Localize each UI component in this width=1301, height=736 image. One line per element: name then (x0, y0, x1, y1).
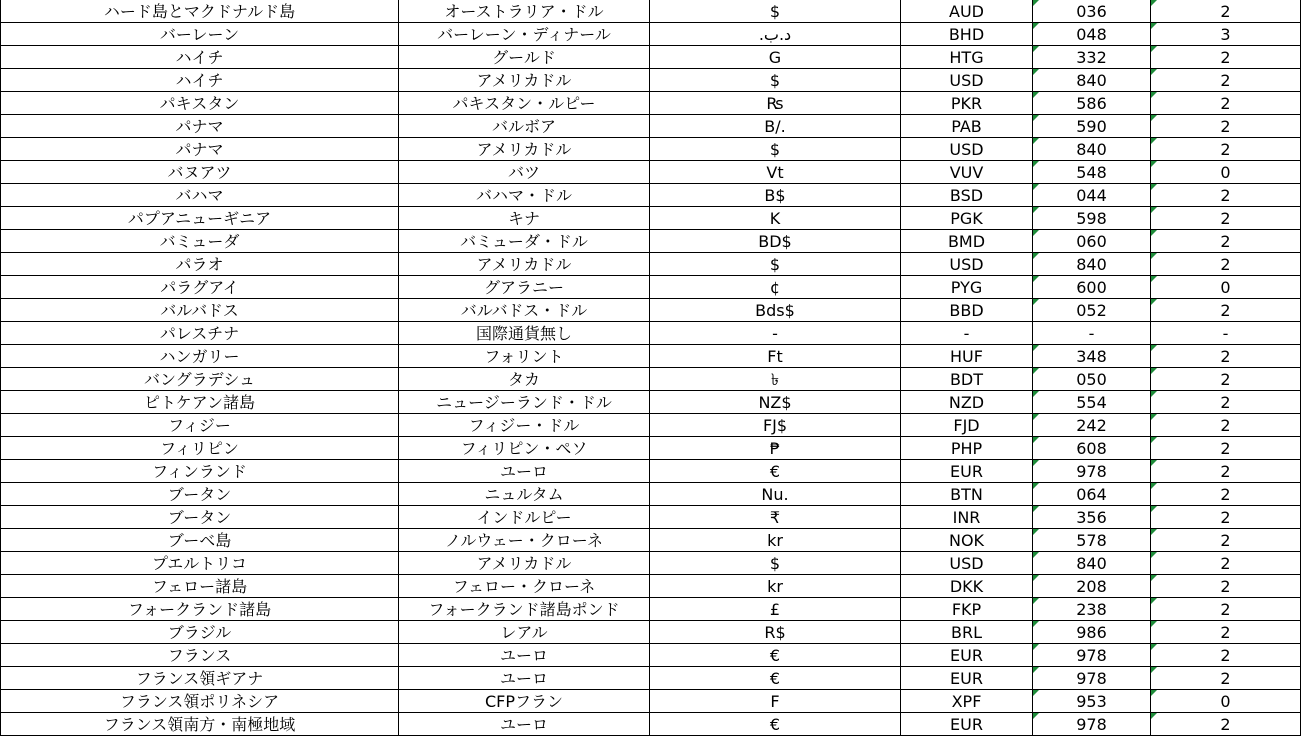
country-cell[interactable]: パナマ (1, 115, 399, 138)
country-cell[interactable]: ハイチ (1, 46, 399, 69)
country-cell[interactable]: フィリピン (1, 437, 399, 460)
minor-unit-cell[interactable]: 2 (1151, 621, 1301, 644)
numeric-code-cell[interactable]: 578 (1033, 529, 1151, 552)
currency-name-cell[interactable]: フェロー・クローネ (399, 575, 650, 598)
country-cell[interactable]: ピトケアン諸島 (1, 391, 399, 414)
currency-name-cell[interactable]: バツ (399, 161, 650, 184)
currency-code-cell[interactable]: - (901, 322, 1033, 345)
minor-unit-cell[interactable]: 2 (1151, 460, 1301, 483)
currency-symbol-cell[interactable]: Ft (650, 345, 901, 368)
currency-code-cell[interactable]: FJD (901, 414, 1033, 437)
table-row (1, 161, 1301, 184)
currency-symbol-cell[interactable]: ৳ (650, 368, 901, 391)
currency-symbol-cell[interactable]: ₹ (650, 506, 901, 529)
currency-name-cell[interactable]: ニュルタム (399, 483, 650, 506)
currency-name-cell[interactable]: アメリカドル (399, 253, 650, 276)
currency-name-cell[interactable]: ユーロ (399, 460, 650, 483)
currency-code-cell[interactable]: HTG (901, 46, 1033, 69)
numeric-code-cell[interactable]: 332 (1033, 46, 1151, 69)
table-row (1, 23, 1301, 46)
currency-symbol-cell[interactable]: Nu. (650, 483, 901, 506)
numeric-code-cell[interactable]: 600 (1033, 276, 1151, 299)
minor-unit-cell[interactable]: 2 (1151, 713, 1301, 736)
minor-unit-cell[interactable]: 2 (1151, 230, 1301, 253)
minor-unit-cell[interactable]: 2 (1151, 552, 1301, 575)
currency-name-cell[interactable]: アメリカドル (399, 138, 650, 161)
currency-name-cell[interactable]: バーレーン・ディナール (399, 23, 650, 46)
currency-name-cell[interactable]: オーストラリア・ドル (399, 0, 650, 23)
country-cell[interactable]: フランス領ポリネシア (1, 690, 399, 713)
currency-symbol-cell[interactable]: B$ (650, 184, 901, 207)
currency-code-cell[interactable]: BHD (901, 23, 1033, 46)
numeric-code-cell[interactable]: 554 (1033, 391, 1151, 414)
currency-code-cell[interactable]: INR (901, 506, 1033, 529)
country-cell[interactable]: パラオ (1, 253, 399, 276)
country-cell[interactable]: フィジー (1, 414, 399, 437)
currency-symbol-cell[interactable]: $ (650, 253, 901, 276)
minor-unit-cell[interactable]: 2 (1151, 414, 1301, 437)
numeric-code-cell[interactable]: 348 (1033, 345, 1151, 368)
minor-unit-cell[interactable]: 2 (1151, 207, 1301, 230)
country-cell[interactable]: バーレーン (1, 23, 399, 46)
minor-unit-cell[interactable]: 0 (1151, 690, 1301, 713)
country-cell[interactable]: パラグアイ (1, 276, 399, 299)
minor-unit-cell[interactable]: 2 (1151, 644, 1301, 667)
currency-code-cell[interactable]: PHP (901, 437, 1033, 460)
currency-name-cell[interactable]: レアル (399, 621, 650, 644)
numeric-code-cell[interactable]: 608 (1033, 437, 1151, 460)
country-cell[interactable]: フランス (1, 644, 399, 667)
currency-name-cell[interactable]: バルバドス・ドル (399, 299, 650, 322)
country-cell[interactable]: ブータン (1, 483, 399, 506)
minor-unit-cell[interactable]: 2 (1151, 437, 1301, 460)
currency-name-cell[interactable]: ノルウェー・クローネ (399, 529, 650, 552)
numeric-code-cell[interactable]: 242 (1033, 414, 1151, 437)
currency-symbol-cell[interactable]: $ (650, 69, 901, 92)
numeric-code-cell[interactable]: 048 (1033, 23, 1151, 46)
currency-name-cell[interactable]: パキスタン・ルピー (399, 92, 650, 115)
country-cell[interactable]: バハマ (1, 184, 399, 207)
currency-name-cell[interactable]: ニュージーランド・ドル (399, 391, 650, 414)
minor-unit-cell[interactable]: 2 (1151, 184, 1301, 207)
table-row (1, 598, 1301, 621)
country-cell[interactable]: バヌアツ (1, 161, 399, 184)
currency-name-cell[interactable]: インドルピー (399, 506, 650, 529)
currency-code-cell[interactable]: BMD (901, 230, 1033, 253)
currency-symbol-cell[interactable]: BD$ (650, 230, 901, 253)
minor-unit-cell[interactable]: 2 (1151, 529, 1301, 552)
currency-name-cell[interactable]: アメリカドル (399, 552, 650, 575)
minor-unit-cell[interactable]: 2 (1151, 253, 1301, 276)
currency-code-cell[interactable]: USD (901, 552, 1033, 575)
currency-code-cell[interactable]: NZD (901, 391, 1033, 414)
currency-code-cell[interactable]: BTN (901, 483, 1033, 506)
table-row (1, 552, 1301, 575)
table-row (1, 621, 1301, 644)
country-cell[interactable]: ハイチ (1, 69, 399, 92)
table-row (1, 345, 1301, 368)
country-cell[interactable]: ブーベ島 (1, 529, 399, 552)
currency-name-cell[interactable]: グールド (399, 46, 650, 69)
currency-code-cell[interactable]: BDT (901, 368, 1033, 391)
country-cell[interactable]: パプアニューギニア (1, 207, 399, 230)
currency-name-cell[interactable]: フィリピン・ペソ (399, 437, 650, 460)
numeric-code-cell[interactable]: 586 (1033, 92, 1151, 115)
minor-unit-cell[interactable]: 2 (1151, 506, 1301, 529)
currency-code-cell[interactable]: USD (901, 253, 1033, 276)
currency-symbol-cell[interactable]: Bds$ (650, 299, 901, 322)
spreadsheet-body (1, 0, 1301, 736)
currency-code-cell[interactable]: VUV (901, 161, 1033, 184)
currency-symbol-cell[interactable]: - (650, 322, 901, 345)
country-cell[interactable]: バングラデシュ (1, 368, 399, 391)
currency-symbol-cell[interactable]: € (650, 644, 901, 667)
table-row (1, 322, 1301, 345)
currency-code-cell[interactable]: BRL (901, 621, 1033, 644)
currency-code-cell[interactable]: AUD (901, 0, 1033, 23)
currency-symbol-cell[interactable]: $ (650, 0, 901, 23)
numeric-code-cell[interactable]: 598 (1033, 207, 1151, 230)
minor-unit-cell[interactable]: 2 (1151, 345, 1301, 368)
currency-symbol-cell[interactable]: G (650, 46, 901, 69)
minor-unit-cell[interactable]: 2 (1151, 368, 1301, 391)
table-row (1, 230, 1301, 253)
currency-code-cell[interactable]: NOK (901, 529, 1033, 552)
table-row (1, 69, 1301, 92)
country-cell[interactable]: ブラジル (1, 621, 399, 644)
currency-name-cell[interactable]: バハマ・ドル (399, 184, 650, 207)
currency-name-cell[interactable]: ユーロ (399, 713, 650, 736)
currency-symbol-cell[interactable]: € (650, 460, 901, 483)
currency-name-cell[interactable]: ユーロ (399, 644, 650, 667)
numeric-code-cell[interactable]: 208 (1033, 575, 1151, 598)
table-row (1, 414, 1301, 437)
country-cell[interactable]: フォークランド諸島 (1, 598, 399, 621)
numeric-code-cell[interactable]: - (1033, 322, 1151, 345)
numeric-code-cell[interactable]: 060 (1033, 230, 1151, 253)
table-row (1, 115, 1301, 138)
minor-unit-cell[interactable]: 0 (1151, 276, 1301, 299)
table-row (1, 644, 1301, 667)
numeric-code-cell[interactable]: 840 (1033, 552, 1151, 575)
minor-unit-cell[interactable]: 2 (1151, 0, 1301, 23)
table-row (1, 207, 1301, 230)
currency-code-cell[interactable]: HUF (901, 345, 1033, 368)
numeric-code-cell[interactable]: 356 (1033, 506, 1151, 529)
currency-symbol-cell[interactable]: NZ$ (650, 391, 901, 414)
numeric-code-cell[interactable]: 548 (1033, 161, 1151, 184)
numeric-code-cell[interactable]: 052 (1033, 299, 1151, 322)
numeric-code-cell[interactable]: 986 (1033, 621, 1151, 644)
table-row (1, 138, 1301, 161)
country-cell[interactable]: フェロー諸島 (1, 575, 399, 598)
currency-symbol-cell[interactable]: $ (650, 552, 901, 575)
numeric-code-cell[interactable]: 953 (1033, 690, 1151, 713)
country-cell[interactable]: ブータン (1, 506, 399, 529)
minor-unit-cell[interactable]: - (1151, 322, 1301, 345)
currency-symbol-cell[interactable]: kr (650, 575, 901, 598)
currency-symbol-cell[interactable]: $ (650, 138, 901, 161)
table-row (1, 713, 1301, 736)
country-cell[interactable]: フィンランド (1, 460, 399, 483)
country-cell[interactable]: フランス領ギアナ (1, 667, 399, 690)
currency-symbol-cell[interactable]: ¢ (650, 276, 901, 299)
minor-unit-cell[interactable]: 2 (1151, 575, 1301, 598)
currency-code-cell[interactable]: EUR (901, 667, 1033, 690)
currency-code-cell[interactable]: DKK (901, 575, 1033, 598)
numeric-code-cell[interactable]: 978 (1033, 460, 1151, 483)
numeric-code-cell[interactable]: 044 (1033, 184, 1151, 207)
currency-code-cell[interactable]: PGK (901, 207, 1033, 230)
currency-symbol-cell[interactable]: B/. (650, 115, 901, 138)
minor-unit-cell[interactable]: 0 (1151, 161, 1301, 184)
numeric-code-cell[interactable]: 840 (1033, 138, 1151, 161)
currency-symbol-cell[interactable]: £ (650, 598, 901, 621)
currency-symbol-cell[interactable]: ₱ (650, 437, 901, 460)
minor-unit-cell[interactable]: 2 (1151, 46, 1301, 69)
currency-name-cell[interactable]: フィジー・ドル (399, 414, 650, 437)
currency-name-cell[interactable]: アメリカドル (399, 69, 650, 92)
currency-code-cell[interactable]: EUR (901, 460, 1033, 483)
currency-name-cell[interactable]: グアラニー (399, 276, 650, 299)
numeric-code-cell[interactable]: 840 (1033, 69, 1151, 92)
currency-code-cell[interactable]: EUR (901, 713, 1033, 736)
minor-unit-cell[interactable]: 2 (1151, 115, 1301, 138)
table-row (1, 437, 1301, 460)
table-row (1, 276, 1301, 299)
currency-code-cell[interactable]: BSD (901, 184, 1033, 207)
minor-unit-cell[interactable]: 2 (1151, 598, 1301, 621)
currency-code-cell[interactable]: PKR (901, 92, 1033, 115)
country-cell[interactable]: バルバドス (1, 299, 399, 322)
currency-name-cell[interactable]: フォリント (399, 345, 650, 368)
currency-code-cell[interactable]: USD (901, 69, 1033, 92)
minor-unit-cell[interactable]: 2 (1151, 483, 1301, 506)
currency-symbol-cell[interactable]: F (650, 690, 901, 713)
country-cell[interactable]: プエルトリコ (1, 552, 399, 575)
country-cell[interactable]: ハンガリー (1, 345, 399, 368)
country-cell[interactable]: パレスチナ (1, 322, 399, 345)
numeric-code-cell[interactable]: 036 (1033, 0, 1151, 23)
table-row (1, 667, 1301, 690)
currency-name-cell[interactable]: タカ (399, 368, 650, 391)
table-row (1, 483, 1301, 506)
table-row (1, 575, 1301, 598)
country-cell[interactable]: パキスタン (1, 92, 399, 115)
currency-symbol-cell[interactable]: € (650, 667, 901, 690)
currency-code-cell[interactable]: PAB (901, 115, 1033, 138)
numeric-code-cell[interactable]: 064 (1033, 483, 1151, 506)
country-cell[interactable]: ハード島とマクドナルド島 (1, 0, 399, 23)
minor-unit-cell[interactable]: 2 (1151, 138, 1301, 161)
minor-unit-cell[interactable]: 2 (1151, 299, 1301, 322)
table-row (1, 690, 1301, 713)
currency-symbol-cell[interactable]: € (650, 713, 901, 736)
currency-code-cell[interactable]: PYG (901, 276, 1033, 299)
minor-unit-cell[interactable]: 3 (1151, 23, 1301, 46)
currency-name-cell[interactable]: バミューダ・ドル (399, 230, 650, 253)
table-row (1, 529, 1301, 552)
minor-unit-cell[interactable]: 2 (1151, 667, 1301, 690)
numeric-code-cell[interactable]: 050 (1033, 368, 1151, 391)
table-row (1, 506, 1301, 529)
numeric-code-cell[interactable]: 978 (1033, 644, 1151, 667)
numeric-code-cell[interactable]: 840 (1033, 253, 1151, 276)
table-row (1, 0, 1301, 23)
table-row (1, 368, 1301, 391)
currency-symbol-cell[interactable]: .د.ب (650, 23, 901, 46)
numeric-code-cell[interactable]: 238 (1033, 598, 1151, 621)
table-row (1, 253, 1301, 276)
currency-code-cell[interactable]: XPF (901, 690, 1033, 713)
table-row (1, 92, 1301, 115)
numeric-code-cell[interactable]: 978 (1033, 713, 1151, 736)
currency-name-cell[interactable]: CFPフラン (399, 690, 650, 713)
currency-code-cell[interactable]: EUR (901, 644, 1033, 667)
country-cell[interactable]: バミューダ (1, 230, 399, 253)
currency-symbol-cell[interactable]: FJ$ (650, 414, 901, 437)
currency-symbol-cell[interactable]: R$ (650, 621, 901, 644)
table-row (1, 460, 1301, 483)
currency-code-cell[interactable]: BBD (901, 299, 1033, 322)
minor-unit-cell[interactable]: 2 (1151, 391, 1301, 414)
country-cell[interactable]: フランス領南方・南極地域 (1, 713, 399, 736)
table-row (1, 391, 1301, 414)
table-row (1, 46, 1301, 69)
currency-name-cell[interactable]: ユーロ (399, 667, 650, 690)
country-cell[interactable]: パナマ (1, 138, 399, 161)
currency-name-cell[interactable]: バルボア (399, 115, 650, 138)
currency-symbol-cell[interactable]: kr (650, 529, 901, 552)
currency-name-cell[interactable]: フォークランド諸島ポンド (399, 598, 650, 621)
numeric-code-cell[interactable]: 978 (1033, 667, 1151, 690)
currency-name-cell[interactable]: キナ (399, 207, 650, 230)
currency-symbol-cell[interactable]: K (650, 207, 901, 230)
currency-name-cell[interactable]: 国際通貨無し (399, 322, 650, 345)
numeric-code-cell[interactable]: 590 (1033, 115, 1151, 138)
minor-unit-cell[interactable]: 2 (1151, 69, 1301, 92)
currency-code-cell[interactable]: FKP (901, 598, 1033, 621)
table-row (1, 299, 1301, 322)
currency-symbol-cell[interactable]: ₨ (650, 92, 901, 115)
table-row (1, 184, 1301, 207)
currency-symbol-cell[interactable]: Vt (650, 161, 901, 184)
minor-unit-cell[interactable]: 2 (1151, 92, 1301, 115)
currency-code-cell[interactable]: USD (901, 138, 1033, 161)
